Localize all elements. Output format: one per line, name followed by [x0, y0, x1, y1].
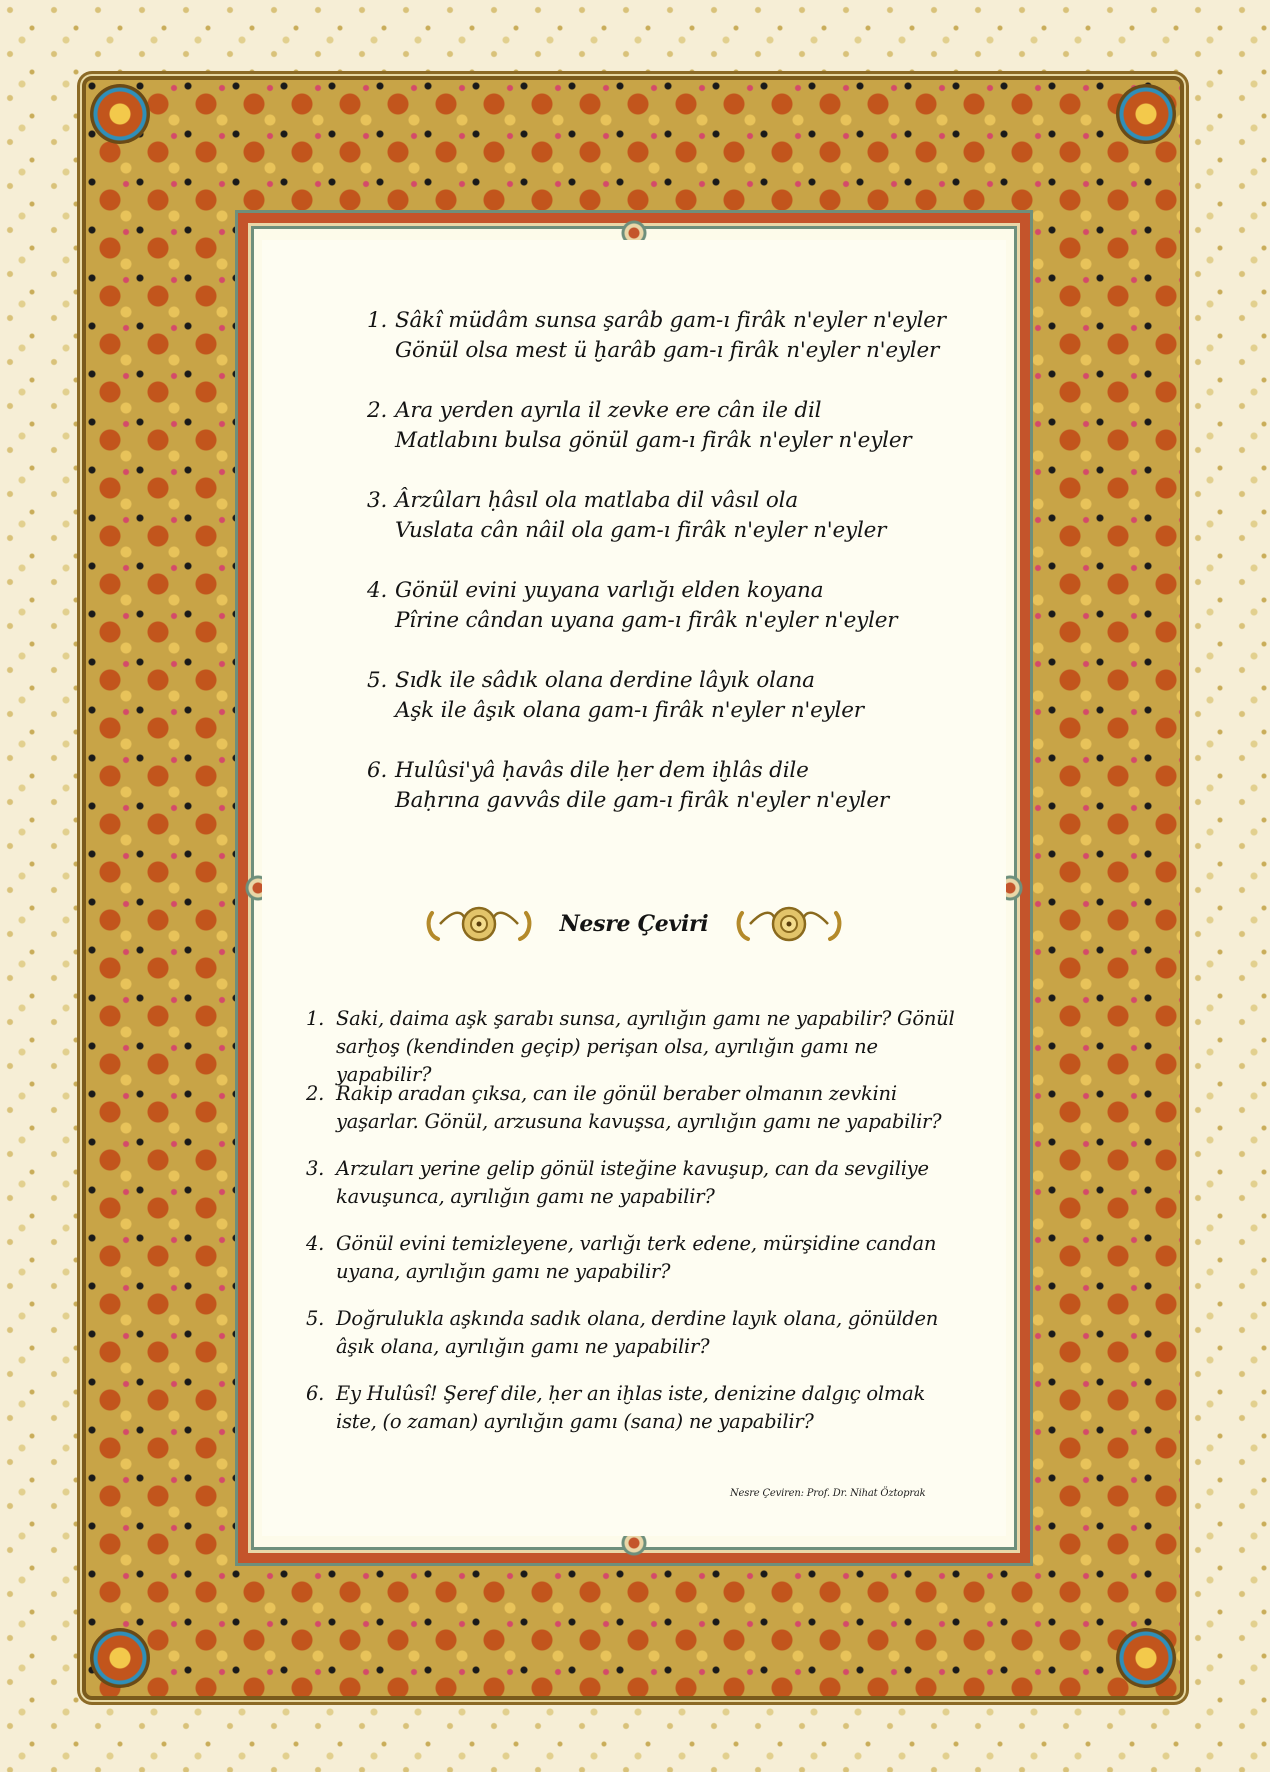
content-panel — [262, 240, 1006, 1536]
stanza-line: Sâkî müdâm sunsa şarâb gam-ı firâk n'eyler n'eyler — [395, 308, 946, 333]
stanza-line: Sıdk ile sâdık olana derdine lâyık olana — [395, 668, 815, 693]
stanza-line: Aşk ile âşık olana gam-ı firâk n'eyler n'eyler — [395, 698, 864, 723]
poem — [367, 306, 946, 846]
paragraph-number: 4. — [306, 1232, 325, 1255]
poem-stanza — [367, 396, 935, 486]
paragraph-number: 2. — [306, 1082, 325, 1105]
corner-ornament-top-left — [90, 84, 150, 144]
stanza-line: Gönül evini yuyana varlığı elden koyana — [395, 578, 824, 603]
poem-stanza — [367, 486, 935, 576]
stanza-number: 4. — [367, 578, 388, 603]
prose-paragraph — [306, 1080, 946, 1155]
prose-paragraph — [306, 1305, 946, 1380]
paragraph-text: Rakip aradan çıksa, can ile gönül beraber olmanın zevkini yaşarlar. Gönül, arzusuna kavuşsa, ayrılığın gamı ne yapabilir? — [336, 1082, 942, 1133]
stanza-number: 1. — [367, 308, 388, 333]
poem-stanza — [367, 576, 935, 666]
paragraph-number: 5. — [306, 1307, 325, 1330]
prose-paragraph — [306, 1005, 955, 1086]
stanza-line: Vuslata cân nâil ola gam-ı firâk n'eyler n'eyler — [395, 518, 887, 543]
stanza-line: Gönül olsa mest ü ḫarâb gam-ı firâk n'eyler n'eyler — [395, 338, 940, 363]
prose-paragraph — [306, 1230, 946, 1305]
flourish-right-icon — [734, 899, 844, 949]
stanza-number: 2. — [367, 398, 388, 423]
poem-stanza — [367, 306, 946, 396]
stanza-number: 6. — [367, 758, 388, 783]
stanza-line: Hulûsi'yâ ḥavâs dile ḥer dem iḫlâs dile — [395, 758, 809, 783]
paragraph-number: 3. — [306, 1157, 325, 1180]
corner-ornament-bottom-left — [90, 1628, 150, 1688]
stanza-line: Baḥrına gavvâs dile gam-ı firâk n'eyler n'eyler — [395, 788, 889, 813]
poem-stanza — [367, 756, 935, 846]
prose-translation — [306, 1005, 955, 1455]
paragraph-text: Saki, daima aşk şarabı sunsa, ayrılığın gamı ne yapabilir? Gönül sarḫoş (kendinden geçip) perişan olsa, ayrılığın gamı ne yapabilir? — [336, 1007, 955, 1086]
paragraph-text: Arzuları yerine gelip gönül isteğine kavuşup, can da sevgiliye kavuşunca, ayrılığın gamı ne yapabilir? — [336, 1157, 929, 1208]
poem-stanza — [367, 666, 935, 756]
flourish-left-icon — [424, 899, 534, 949]
stanza-line: Ara yerden ayrıla il zevke ere cân ile dil — [395, 398, 822, 423]
stanza-line: Matlabını bulsa gönül gam-ı firâk n'eyler n'eyler — [395, 428, 912, 453]
stanza-line: Ârzûları ḥâsıl ola matlaba dil vâsıl ola — [395, 488, 798, 513]
corner-ornament-bottom-right — [1116, 1628, 1176, 1688]
stanza-line: Pîrine cândan uyana gam-ı firâk n'eyler n'eyler — [395, 608, 898, 633]
translator-credit: Nesre Çeviren: Prof. Dr. Nihat Öztoprak — [730, 1488, 926, 1499]
paragraph-number: 1. — [306, 1007, 325, 1030]
paragraph-text: Gönül evini temizleyene, varlığı terk edene, mürşidine candan uyana, ayrılığın gamı ne yapabilir? — [336, 1232, 937, 1283]
prose-paragraph — [306, 1155, 946, 1230]
paragraph-text: Ey Hulûsî! Şeref dile, ḥer an iḫlas iste, denizine dalgıç olmak iste, (o zaman) ayrılığın gamı (sana) ne yapabilir? — [336, 1382, 926, 1433]
stanza-number: 5. — [367, 668, 388, 693]
corner-ornament-top-right — [1116, 84, 1176, 144]
paragraph-number: 6. — [306, 1382, 325, 1405]
section-heading — [262, 894, 1006, 954]
paragraph-text: Doğrulukla aşkında sadık olana, derdine layık olana, gönülden âşık olana, ayrılığın gamı ne yapabilir? — [336, 1307, 939, 1358]
heading-title: Nesre Çeviri — [559, 911, 709, 937]
prose-paragraph — [306, 1380, 946, 1455]
stanza-number: 3. — [367, 488, 388, 513]
